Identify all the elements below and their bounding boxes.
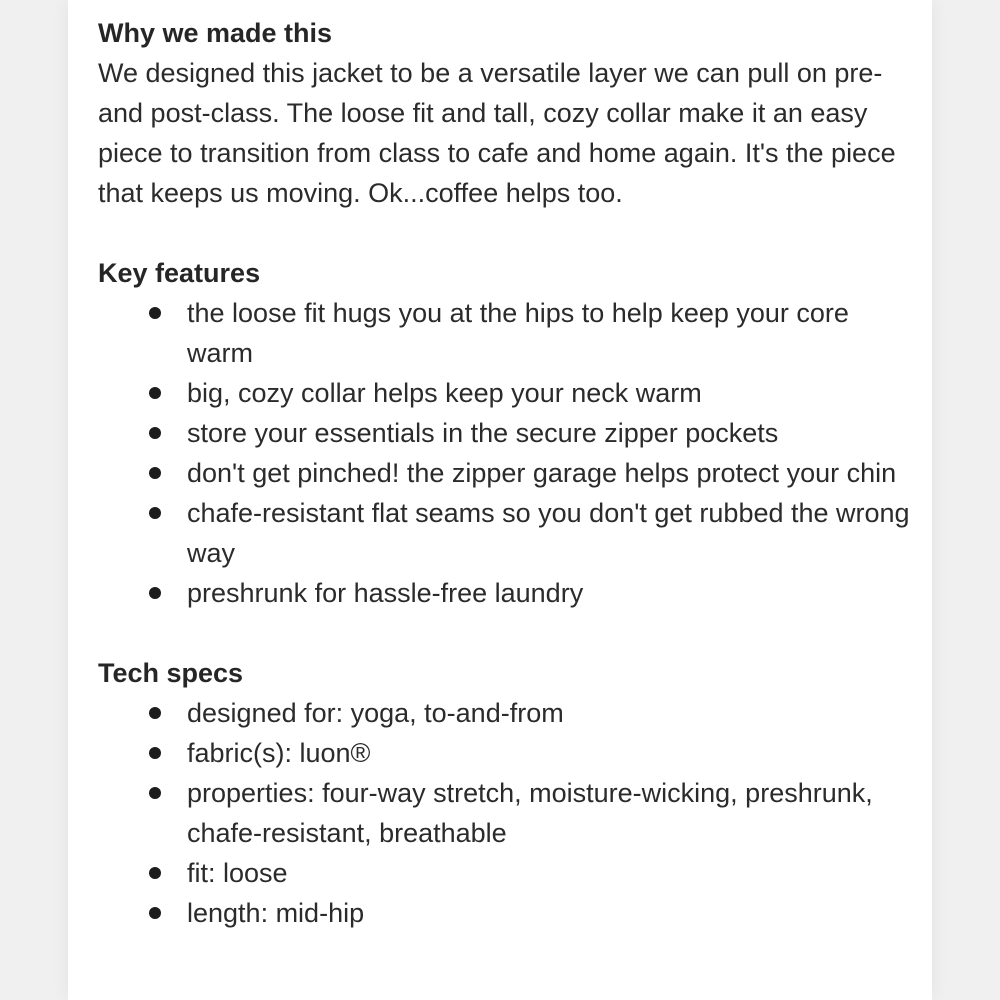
- list-item: [98, 493, 918, 573]
- list-item-text: don't get pinched! the zipper garage helps protect your chin: [187, 458, 897, 488]
- bullet-icon: [149, 587, 161, 599]
- list-item: [98, 693, 918, 733]
- bullet-icon: [149, 707, 161, 719]
- list-item: [98, 373, 918, 413]
- list-item-text: properties: four-way stretch, moisture-wicking, preshrunk, chafe-resistant, breathable: [187, 778, 873, 848]
- list-item-text: length: mid-hip: [187, 898, 365, 928]
- list-item: [98, 853, 918, 893]
- bullet-icon: [149, 307, 161, 319]
- bullet-icon: [149, 427, 161, 439]
- bullet-icon: [149, 747, 161, 759]
- section-spacer: [98, 213, 918, 253]
- bullet-icon: [149, 507, 161, 519]
- bullet-icon: [149, 467, 161, 479]
- bullet-icon: [149, 867, 161, 879]
- list-item-text: big, cozy collar helps keep your neck warm: [187, 378, 702, 408]
- tech-specs-list: [98, 693, 918, 933]
- product-description: [98, 13, 918, 933]
- list-item-text: designed for: yoga, to-and-from: [187, 698, 564, 728]
- bullet-icon: [149, 787, 161, 799]
- section-spacer: [98, 613, 918, 653]
- list-item-text: chafe-resistant flat seams so you don't get rubbed the wrong way: [187, 498, 910, 568]
- why-we-made-this-body: We designed this jacket to be a versatile layer we can pull on pre- and post-class. The loose fit and tall, cozy collar make it an easy piece to transition from class to cafe and home again. It's the piece that keeps us moving. Ok...coffee helps too.: [98, 58, 896, 208]
- tech-specs-heading: Tech specs: [98, 658, 244, 688]
- list-item: [98, 453, 918, 493]
- list-item: [98, 893, 918, 933]
- list-item-text: preshrunk for hassle-free laundry: [187, 578, 584, 608]
- product-description-page: [68, 0, 932, 1000]
- bullet-icon: [149, 907, 161, 919]
- list-item: [98, 733, 918, 773]
- list-item-text: the loose fit hugs you at the hips to help keep your core warm: [187, 298, 849, 368]
- list-item: [98, 413, 918, 453]
- list-item: [98, 573, 918, 613]
- list-item: [98, 773, 918, 853]
- list-item-text: fabric(s): luon®: [187, 738, 371, 768]
- list-item: [98, 293, 918, 373]
- key-features-list: [98, 293, 918, 613]
- bullet-icon: [149, 387, 161, 399]
- list-item-text: fit: loose: [187, 858, 288, 888]
- why-we-made-this-heading: Why we made this: [98, 18, 333, 48]
- list-item-text: store your essentials in the secure zipper pockets: [187, 418, 779, 448]
- key-features-heading: Key features: [98, 258, 261, 288]
